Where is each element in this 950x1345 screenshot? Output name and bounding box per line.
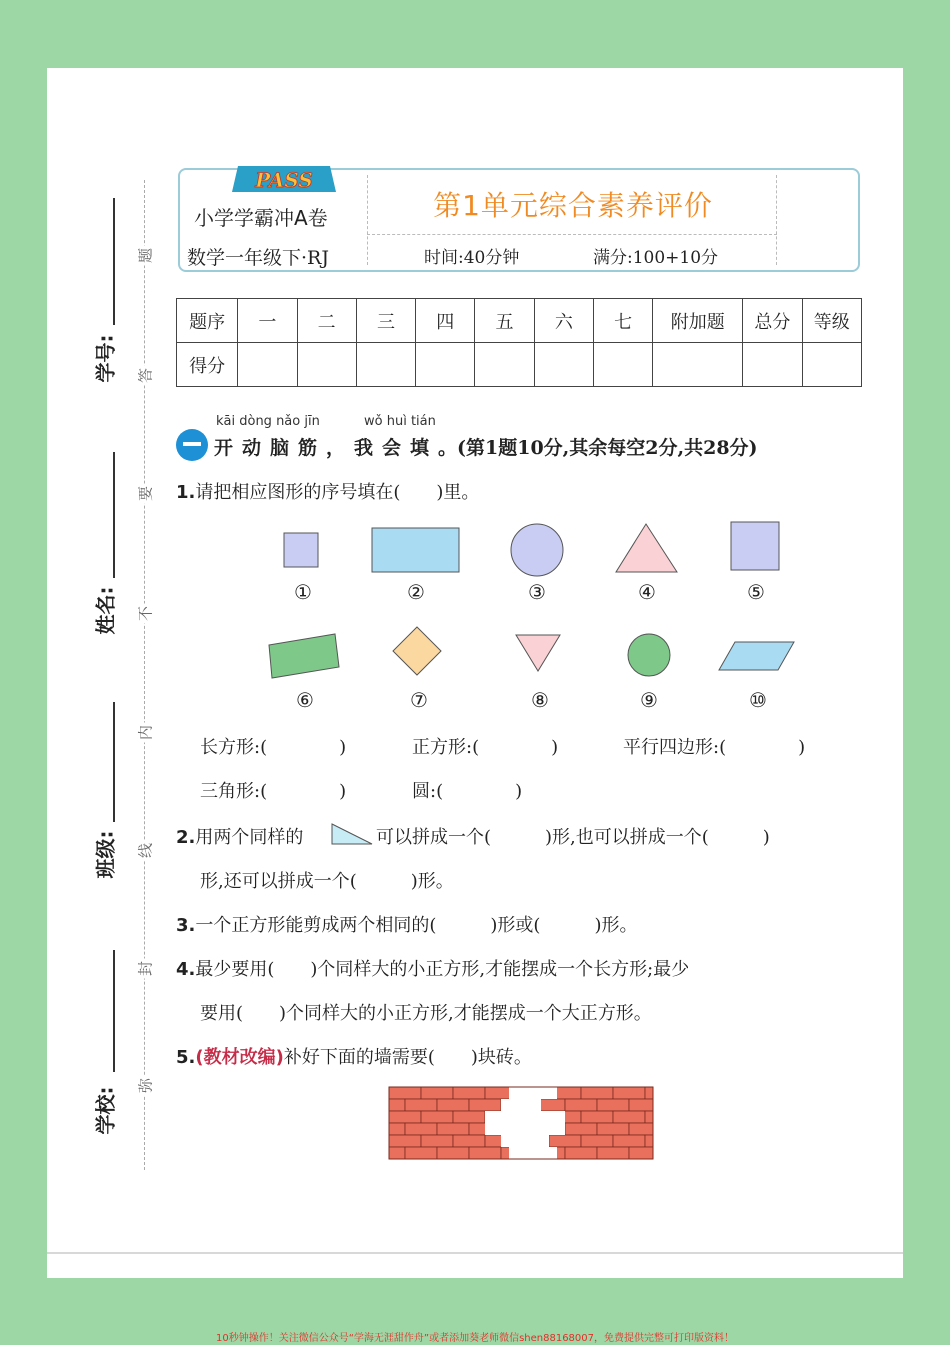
- seal-char: 不: [135, 604, 156, 624]
- brick: [389, 1111, 421, 1123]
- brick: [437, 1099, 469, 1111]
- question-5: 5.(教材改编)补好下面的墙需要( )块砖。: [176, 1047, 532, 1068]
- brick: [629, 1147, 653, 1159]
- textbook-adapted-tag: (教材改编): [195, 1047, 284, 1068]
- brick: [597, 1123, 629, 1135]
- brick: [389, 1123, 405, 1135]
- section-pinyin: kāi dòng nǎo jīn: [216, 414, 320, 429]
- answer-parallelogram[interactable]: 平行四边形:( ): [623, 737, 806, 758]
- brick: [597, 1147, 629, 1159]
- page-bottom-rule: [47, 1252, 903, 1254]
- full-score: 满分:100+10分: [593, 248, 719, 268]
- table-cell: 五: [475, 299, 534, 343]
- brick: [389, 1099, 405, 1111]
- class-label: 班级:: [93, 830, 118, 879]
- brick: [405, 1123, 437, 1135]
- section-pinyin: wǒ huì tián: [364, 414, 436, 429]
- question-4: 4.最少要用( )个同样大的小正方形,才能摆成一个长方形;最少: [176, 959, 690, 980]
- shape-label: ⑤: [747, 580, 765, 604]
- brick: [421, 1111, 453, 1123]
- question-1: 1.请把相应图形的序号填在( )里。: [176, 482, 480, 503]
- question-4-line-2: 要用( )个同样大的小正方形,才能摆成一个大正方形。: [200, 1003, 652, 1024]
- brick: [613, 1111, 645, 1123]
- brick: [629, 1099, 653, 1111]
- shape-label: ⑦: [410, 688, 428, 712]
- seal-char: 要: [135, 484, 156, 504]
- shape-5-square: [731, 522, 779, 570]
- table-cell: 四: [416, 299, 475, 343]
- section-title: 开动脑筋，我会填: [214, 437, 439, 459]
- shape-8-triangle: [516, 635, 560, 671]
- seal-char: 弥: [135, 1076, 156, 1096]
- brick: [645, 1111, 653, 1123]
- subject-label: 数学一年级下·RJ: [187, 247, 329, 269]
- answer-triangle[interactable]: 三角形:( ): [200, 781, 347, 802]
- table-cell: 三: [356, 299, 415, 343]
- name-label: 姓名:: [93, 586, 118, 635]
- table-cell: 七: [594, 299, 653, 343]
- brick: [389, 1147, 405, 1159]
- table-cell: 附加题: [653, 299, 743, 343]
- seal-char: 封: [135, 959, 156, 979]
- table-cell: 六: [534, 299, 593, 343]
- brand-name: 小学学霸冲A卷: [194, 206, 328, 230]
- brick: [421, 1135, 453, 1147]
- shape-label: ①: [294, 580, 312, 604]
- shape-label: ⑧: [531, 688, 549, 712]
- time-limit: 时间:40分钟: [424, 248, 520, 268]
- brick: [565, 1147, 597, 1159]
- exam-title: 第1单元综合素养评价: [433, 189, 713, 222]
- footer-notice: 10秒钟操作！关注微信公众号“学海无涯甜作舟”或者添加葵老师微信shen88168007，免费提供完整可打印版资料！: [215, 1333, 735, 1344]
- answer-square[interactable]: 正方形:( ): [412, 737, 559, 758]
- table-cell: 总分: [743, 299, 802, 343]
- brick: [613, 1087, 645, 1099]
- brick: [405, 1099, 437, 1111]
- school-label: 学校:: [93, 1086, 118, 1135]
- shape-label: ⑨: [640, 688, 658, 712]
- brick: [565, 1123, 597, 1135]
- brick: [581, 1135, 613, 1147]
- table-cell: 二: [297, 299, 356, 343]
- brick: [421, 1087, 453, 1099]
- brick: [453, 1087, 485, 1099]
- question-3: 3.一个正方形能剪成两个相同的( )形或( )形。: [176, 915, 638, 936]
- brick: [389, 1135, 421, 1147]
- brick: [549, 1135, 581, 1147]
- brick: [389, 1087, 421, 1099]
- seal-char: 题: [135, 246, 156, 266]
- shape-label: ②: [407, 580, 425, 604]
- table-cell: 等级: [802, 299, 861, 343]
- table-cell: 一: [238, 299, 297, 343]
- seal-char: 线: [135, 841, 156, 861]
- shape-4-triangle: [616, 524, 677, 572]
- shape-label: ④: [638, 580, 656, 604]
- shape-label: ⑥: [296, 688, 314, 712]
- class-line: [113, 702, 115, 822]
- question-2-continued: 可以拼成一个( )形,也可以拼成一个( ): [376, 827, 770, 848]
- brick: [581, 1087, 613, 1099]
- brick: [469, 1099, 501, 1111]
- school-line: [113, 950, 115, 1072]
- brick: [645, 1087, 653, 1099]
- brick: [405, 1147, 437, 1159]
- shape-3-circle: [511, 524, 563, 576]
- brick: [453, 1135, 485, 1147]
- brick: [581, 1111, 613, 1123]
- brick: [629, 1123, 653, 1135]
- brick: [613, 1135, 645, 1147]
- shape-1-square: [284, 533, 318, 567]
- brick: [565, 1099, 597, 1111]
- right-triangle-icon: [330, 822, 374, 846]
- shape-10-parallelogram: [719, 642, 794, 670]
- shape-6-rectangle: [269, 634, 339, 678]
- brick: [469, 1147, 501, 1159]
- seal-char: 内: [135, 723, 156, 743]
- table-cell: 题序: [177, 299, 238, 343]
- question-2-line-2: 形,还可以拼成一个( )形。: [200, 871, 454, 892]
- seal-char: 答: [135, 366, 156, 386]
- shape-7-square: [393, 627, 441, 675]
- brick: [645, 1135, 653, 1147]
- brick: [453, 1111, 485, 1123]
- shape-9-circle: [628, 634, 670, 676]
- brick: [597, 1099, 629, 1111]
- brick: [437, 1123, 469, 1135]
- table-cell: 得分: [177, 343, 238, 387]
- pass-logo-text: PASS: [255, 168, 313, 192]
- student-id-label: 学号:: [93, 334, 118, 383]
- section-note: 。(第1题10分,其余每空2分,共28分): [438, 437, 758, 459]
- shape-2-rectangle: [372, 528, 459, 572]
- shape-label: ③: [528, 580, 546, 604]
- answer-rectangle[interactable]: 长方形:( ): [200, 737, 347, 758]
- question-2: 2.用两个同样的: [176, 827, 304, 848]
- answer-circle[interactable]: 圆:( ): [412, 781, 523, 802]
- shape-label: ⑩: [749, 688, 767, 712]
- brick: [437, 1147, 469, 1159]
- brick-wall: [389, 1087, 653, 1159]
